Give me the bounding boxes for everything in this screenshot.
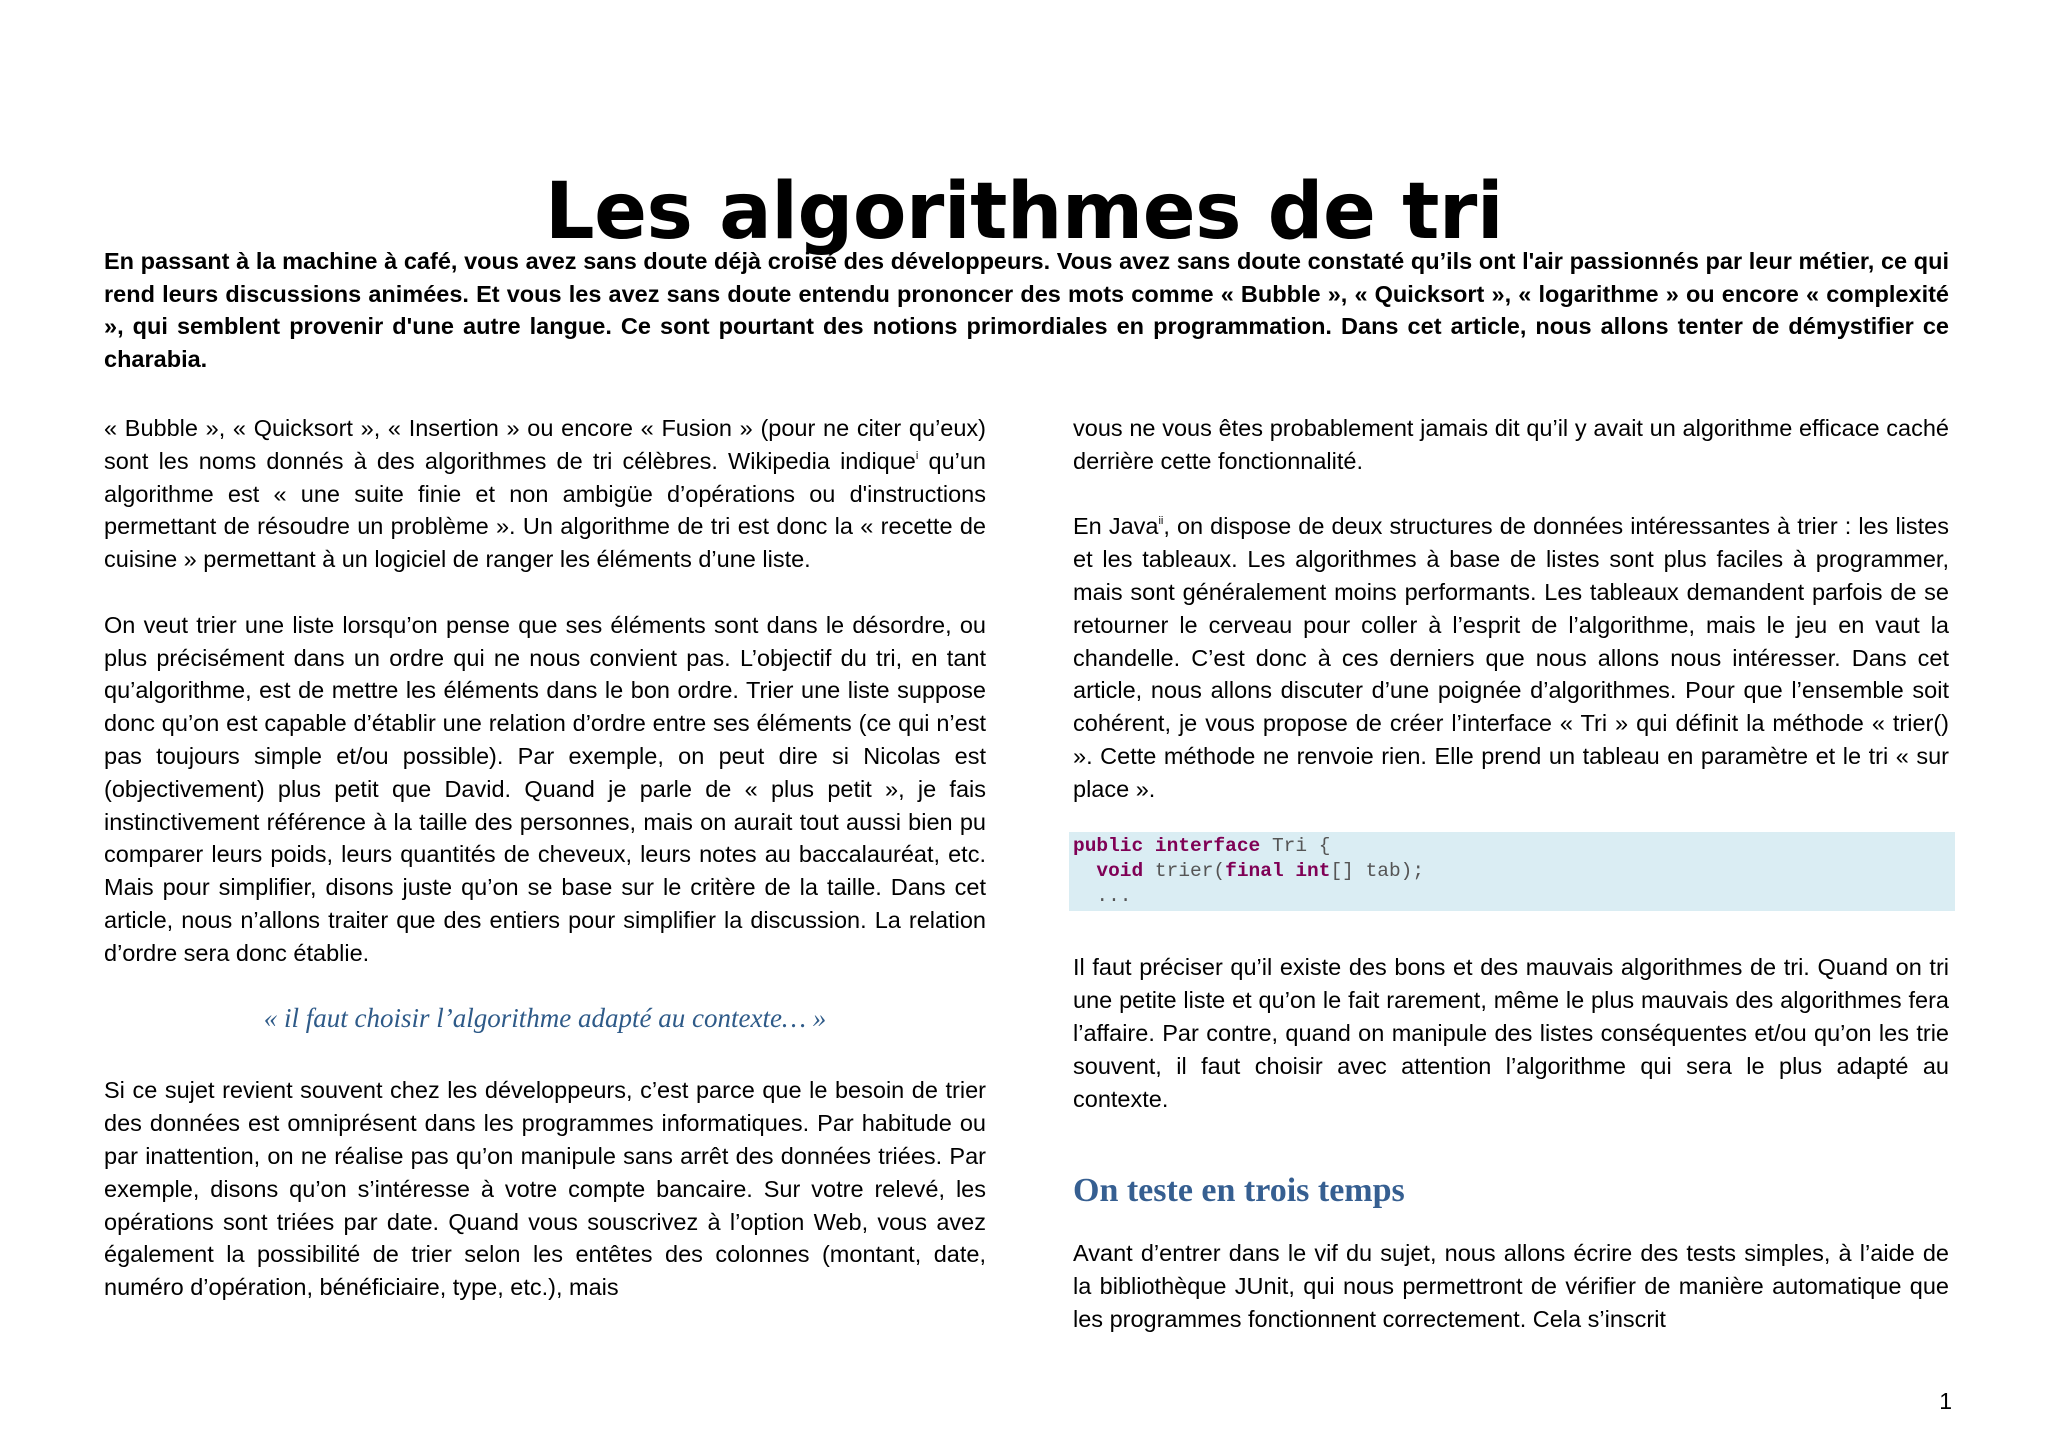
code-keyword: int: [1295, 860, 1331, 883]
footnote-ref-i[interactable]: i: [915, 449, 919, 462]
code-text: Tri {: [1260, 835, 1331, 858]
paragraph-junit-tests: Avant d’entrer dans le vif du sujet, nous allons écrire des tests simples, à l’aide de la bibliothèque JUnit, qui nous permettront de vérifier de manière automatique que les programmes fonctionnent correctement. Cela s’inscrit: [1073, 1240, 1949, 1332]
paragraph-text: qu’un algorithme est « une suite finie et non ambigüe d’opérations ou d'instructions permettant de résoudre un problème ». Un algorithme de tri est donc la « recette de cuisine » permettant à un logiciel de ranger les éléments d’une liste.: [104, 447, 986, 573]
code-keyword: public: [1073, 835, 1144, 858]
page-title: Les algorithmes de tri: [544, 167, 1504, 258]
paragraph-good-bad-algorithms: Il faut préciser qu’il existe des bons et des mauvais algorithmes de tri. Quand on tri une petite liste et qu’on le fait rarement, même le plus mauvais des algorithmes fera l’affaire. Par contre, quand on manipule des listes conséquentes et/ou qu’on les trie souvent, il faut choisir avec attention l’algorithme qui sera le plus adapté au contexte.: [1073, 954, 1949, 1112]
paragraph-sort-names: [104, 412, 986, 576]
paragraph-text: , on dispose de deux structures de données intéressantes à trier : les listes et les tableaux. Les algorithmes à base de listes sont plus faciles à programmer, mais sont généralement moins performants. Les tableaux demandent parfois de se retourner le cerveau pour coller à l’esprit de l’algorithme, mais le jeu en vaut la chandelle. C’est donc à ces derniers que nous allons nous intéresser. Dans cet article, nous allons discuter d’une poignée d’algorithmes. Pour que l’ensemble soit cohérent, je vous propose de créer l’interface « Tri » qui définit la méthode « trier() ». Cette méthode ne renvoie rien. Elle prend un tableau en paramètre et le tri « sur place ».: [1073, 513, 1949, 802]
paragraph-everyday-sorting: Si ce sujet revient souvent chez les développeurs, c’est parce que le besoin de trier des données est omniprésent dans les programmes informatiques. Par habitude ou par inattention, on ne réalise pas qu’on manipule sans arrêt des données triées. Par exemple, disons qu’on s’intéresse à votre compte bancaire. Sur votre relevé, les opérations sont triées par date. Quand vous souscrivez à l’option Web, vous avez également la possibilité de trier selon les entêtes des colonnes (montant, date, numéro d’opération, bénéficiaire, type, etc.), mais: [104, 1077, 986, 1301]
code-line: [1073, 834, 1949, 859]
section-heading: On teste en trois temps: [1073, 1172, 1405, 1210]
code-keyword: interface: [1154, 835, 1261, 858]
paragraph-text: « Bubble », « Quicksort », « Insertion » ou encore « Fusion » (pour ne citer qu’eux) sont les noms donnés à des algorithmes de tri célèbres. Wikipedia indique: [104, 415, 986, 474]
code-keyword: void: [1096, 860, 1144, 883]
right-column: [1073, 412, 1949, 1369]
paragraph-text: En Java: [1073, 513, 1159, 540]
footnote-ref-ii[interactable]: ii: [1158, 515, 1164, 528]
page-number: 1: [1939, 1388, 1952, 1414]
paragraph-java-structures: [1073, 510, 1949, 805]
intro-paragraph: En passant à la machine à café, vous avez sans doute déjà croisé des développeurs. Vous avez sans doute constaté qu’ils ont l'air passionnés par leur métier, ce qui rend leurs discussions animées. Et vous les avez sans doute entendu prononcer des mots comme « Bubble », « Quicksort », « logarithme » ou encore « complexité », qui semblent provenir d'une autre langue. Ce sont pourtant des notions primordiales en programmation. Dans cet article, nous allons tenter de démystifier ce charabia.: [104, 248, 1949, 372]
code-text: trier(: [1143, 860, 1226, 883]
code-indent: [1073, 860, 1096, 882]
code-keyword: final: [1225, 860, 1284, 883]
left-column: [104, 412, 986, 1337]
paragraph-continuation: vous ne vous êtes probablement jamais dit qu’il y avait un algorithme efficace caché derrière cette fonctionnalité.: [1073, 415, 1949, 474]
pull-quote: « il faut choisir l’algorithme adapté au contexte… »: [263, 1003, 827, 1034]
code-line: [1073, 859, 1949, 884]
code-line: ...: [1073, 885, 1132, 908]
code-text: [] tab);: [1330, 860, 1425, 883]
paragraph-order-relation: On veut trier une liste lorsqu’on pense que ses éléments sont dans le désordre, ou plus précisément dans un ordre qui ne nous convient pas. L’objectif du tri, en tant qu’algorithme, est de mettre les éléments dans le bon ordre. Trier une liste suppose donc qu’on est capable d’établir une relation d’ordre entre ses éléments (ce qui n’est pas toujours simple et/ou possible). Par exemple, on peut dire si Nicolas est (objectivement) plus petit que David. Quand je parle de « plus petit », je fais instinctivement référence à la taille des personnes, mais on aurait tout aussi bien pu comparer leurs poids, leurs quantités de cheveux, leurs notes au baccalauréat, etc. Mais pour simplifier, disons juste qu’on se base sur le critère de la taille. Dans cet article, nous n’allons traiter que des entiers pour simplifier la discussion. La relation d’ordre sera donc établie.: [104, 611, 986, 966]
code-block: [1069, 832, 1955, 911]
